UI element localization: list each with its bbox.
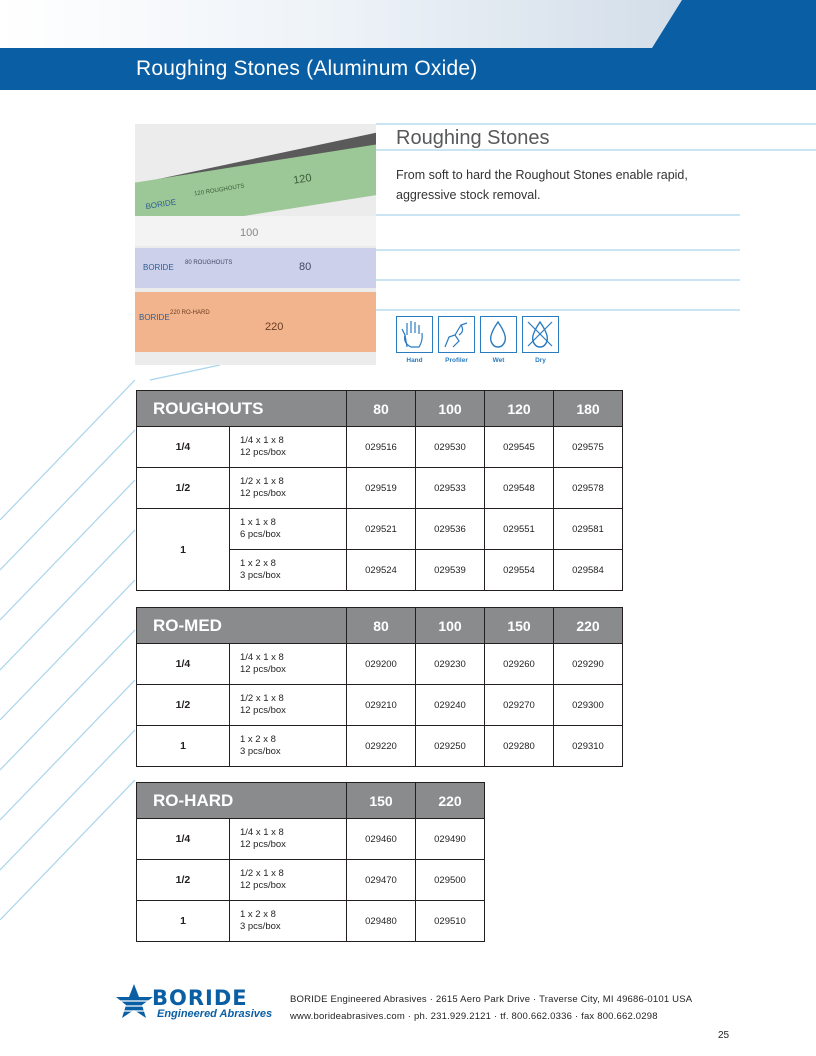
grit-header: 220: [416, 783, 485, 819]
dimension: 1/2 x 1 x 8: [239, 693, 284, 704]
table-row: [137, 726, 623, 767]
part-number: 029578: [554, 468, 623, 509]
part-number: 029519: [347, 468, 416, 509]
part-number: 029290: [554, 644, 623, 685]
stone-brand-green: BORIDE: [144, 197, 177, 212]
dry-label: Dry: [535, 357, 546, 364]
dimension: 1/4 x 1 x 8: [239, 827, 284, 838]
stone-secondary-peach: 220 RO-HARD: [170, 310, 210, 316]
ro-hard-table: [136, 782, 485, 942]
dimension-cell: [229, 468, 346, 509]
dimension: 1/2 x 1 x 8: [239, 868, 284, 879]
table-row: [137, 509, 623, 550]
grit-header: 180: [554, 391, 623, 427]
table-row: [137, 427, 623, 468]
stone-label-white: 100: [240, 227, 259, 239]
usage-icons: [396, 316, 559, 353]
grit-header: 220: [554, 608, 623, 644]
grit-header: 150: [485, 608, 554, 644]
dimension-cell: [229, 819, 346, 860]
part-number: 029516: [347, 427, 416, 468]
stone-brand-lavender: BORIDE: [143, 263, 174, 272]
banner-notch-fill: [682, 0, 816, 48]
part-number: 029210: [347, 685, 416, 726]
dimension: 1/2 x 1 x 8: [239, 476, 284, 487]
grit-header: 80: [347, 608, 416, 644]
profiler-icon: [438, 316, 475, 353]
table-row: [137, 860, 485, 901]
hand-icon: [396, 316, 433, 353]
part-number: 029490: [416, 819, 485, 860]
section-heading: Roughing Stones: [396, 127, 550, 149]
grit-header: 120: [485, 391, 554, 427]
pack-quantity: 3 pcs/box: [239, 746, 281, 757]
part-number: 029524: [347, 550, 416, 591]
table-row: [137, 644, 623, 685]
dimension: 1 x 2 x 8: [239, 558, 276, 569]
wet-drop-icon: [480, 316, 517, 353]
pack-quantity: 12 pcs/box: [239, 880, 286, 891]
hand-label: Hand: [406, 357, 423, 364]
table-row: [137, 468, 623, 509]
size-cell: 1/2: [137, 468, 230, 509]
footer-address: BORIDE Engineered Abrasives · 2615 Aero Park Drive · Traverse City, MI 49686-0101 USA: [290, 994, 693, 1005]
part-number: 029300: [554, 685, 623, 726]
part-number: 029240: [416, 685, 485, 726]
dimension-cell: [229, 427, 346, 468]
part-number: 029584: [554, 550, 623, 591]
size-cell: 1/4: [137, 644, 230, 685]
section-description: From soft to hard the Roughout Stones enable rapid, aggressive stock removal.: [396, 168, 688, 202]
part-number: 029220: [347, 726, 416, 767]
pack-quantity: 12 pcs/box: [239, 664, 286, 675]
part-number: 029530: [416, 427, 485, 468]
part-number: 029551: [485, 509, 554, 550]
page-title: Roughing Stones (Aluminum Oxide): [136, 57, 478, 80]
stone-label-lavender: 80: [299, 261, 312, 273]
part-number: 029260: [485, 644, 554, 685]
pack-quantity: 6 pcs/box: [239, 529, 281, 540]
grit-header: 150: [347, 783, 416, 819]
part-number: 029280: [485, 726, 554, 767]
part-number: 029460: [347, 819, 416, 860]
table-title: RO-HARD: [137, 783, 347, 819]
part-number: 029230: [416, 644, 485, 685]
roughouts-table: [136, 390, 623, 591]
size-cell: 1/4: [137, 819, 230, 860]
dry-drop-icon: [522, 316, 559, 353]
wet-label: Wet: [492, 357, 505, 364]
table-header-row: [137, 391, 623, 427]
table-row: [137, 819, 485, 860]
stone-label-peach: 220: [265, 321, 284, 333]
dimension: 1 x 2 x 8: [239, 909, 276, 920]
table-row: [137, 901, 485, 942]
table-title: RO-MED: [137, 608, 347, 644]
part-number: 029250: [416, 726, 485, 767]
size-cell: 1/2: [137, 685, 230, 726]
dimension: 1/4 x 1 x 8: [239, 435, 284, 446]
profiler-label: Profiler: [445, 357, 468, 364]
part-number: 029581: [554, 509, 623, 550]
part-number: 029533: [416, 468, 485, 509]
logo-tagline: Engineered Abrasives: [157, 1008, 273, 1020]
table-row: [137, 685, 623, 726]
footer-contact: www.borideabrasives.com · ph. 231.929.2121 · tf. 800.662.0336 · fax 800.662.0298: [290, 1011, 658, 1022]
part-number: 029270: [485, 685, 554, 726]
banner-notch: [652, 0, 682, 48]
part-number: 029548: [485, 468, 554, 509]
table-header-row: [137, 608, 623, 644]
dimension-cell: [229, 901, 346, 942]
part-number: 029575: [554, 427, 623, 468]
part-number: 029510: [416, 901, 485, 942]
size-cell: 1: [137, 726, 230, 767]
pack-quantity: 3 pcs/box: [239, 921, 281, 932]
stone-secondary-green: 120 ROUGHOUTS: [193, 183, 245, 198]
pack-quantity: 12 pcs/box: [239, 488, 286, 499]
dimension-cell: [229, 685, 346, 726]
table-title: ROUGHOUTS: [137, 391, 347, 427]
part-number: 029200: [347, 644, 416, 685]
grit-header: 100: [416, 391, 485, 427]
part-number: 029554: [485, 550, 554, 591]
pack-quantity: 12 pcs/box: [239, 447, 286, 458]
dimension: 1 x 1 x 8: [239, 517, 276, 528]
part-number: 029310: [554, 726, 623, 767]
size-cell: 1/2: [137, 860, 230, 901]
usage-icon-labels: [396, 357, 559, 364]
product-photo: [135, 124, 376, 365]
part-number: 029521: [347, 509, 416, 550]
table-header-row: [137, 783, 485, 819]
stone-label-green: 120: [292, 172, 313, 187]
dimension: 1/4 x 1 x 8: [239, 652, 284, 663]
grit-header: 80: [347, 391, 416, 427]
part-number: 029539: [416, 550, 485, 591]
part-number: 029536: [416, 509, 485, 550]
part-number: 029545: [485, 427, 554, 468]
part-number: 029480: [347, 901, 416, 942]
ro-med-table: [136, 607, 623, 767]
logo-wordmark: BORIDE: [152, 986, 248, 1010]
pack-quantity: 3 pcs/box: [239, 570, 281, 581]
dimension: 1 x 2 x 8: [239, 734, 276, 745]
pack-quantity: 12 pcs/box: [239, 839, 286, 850]
pack-quantity: 12 pcs/box: [239, 705, 286, 716]
dimension-cell: [229, 550, 346, 591]
size-cell: 1: [137, 901, 230, 942]
dimension-cell: [229, 726, 346, 767]
page-number: 25: [718, 1030, 730, 1041]
part-number: 029500: [416, 860, 485, 901]
stone-brand-peach: BORIDE: [139, 313, 170, 322]
dimension-cell: [229, 860, 346, 901]
dimension-cell: [229, 644, 346, 685]
part-number: 029470: [347, 860, 416, 901]
dimension-cell: [229, 509, 346, 550]
stone-secondary-lavender: 80 ROUGHOUTS: [185, 260, 233, 266]
size-cell: 1: [137, 509, 230, 591]
size-cell: 1/4: [137, 427, 230, 468]
grit-header: 100: [416, 608, 485, 644]
